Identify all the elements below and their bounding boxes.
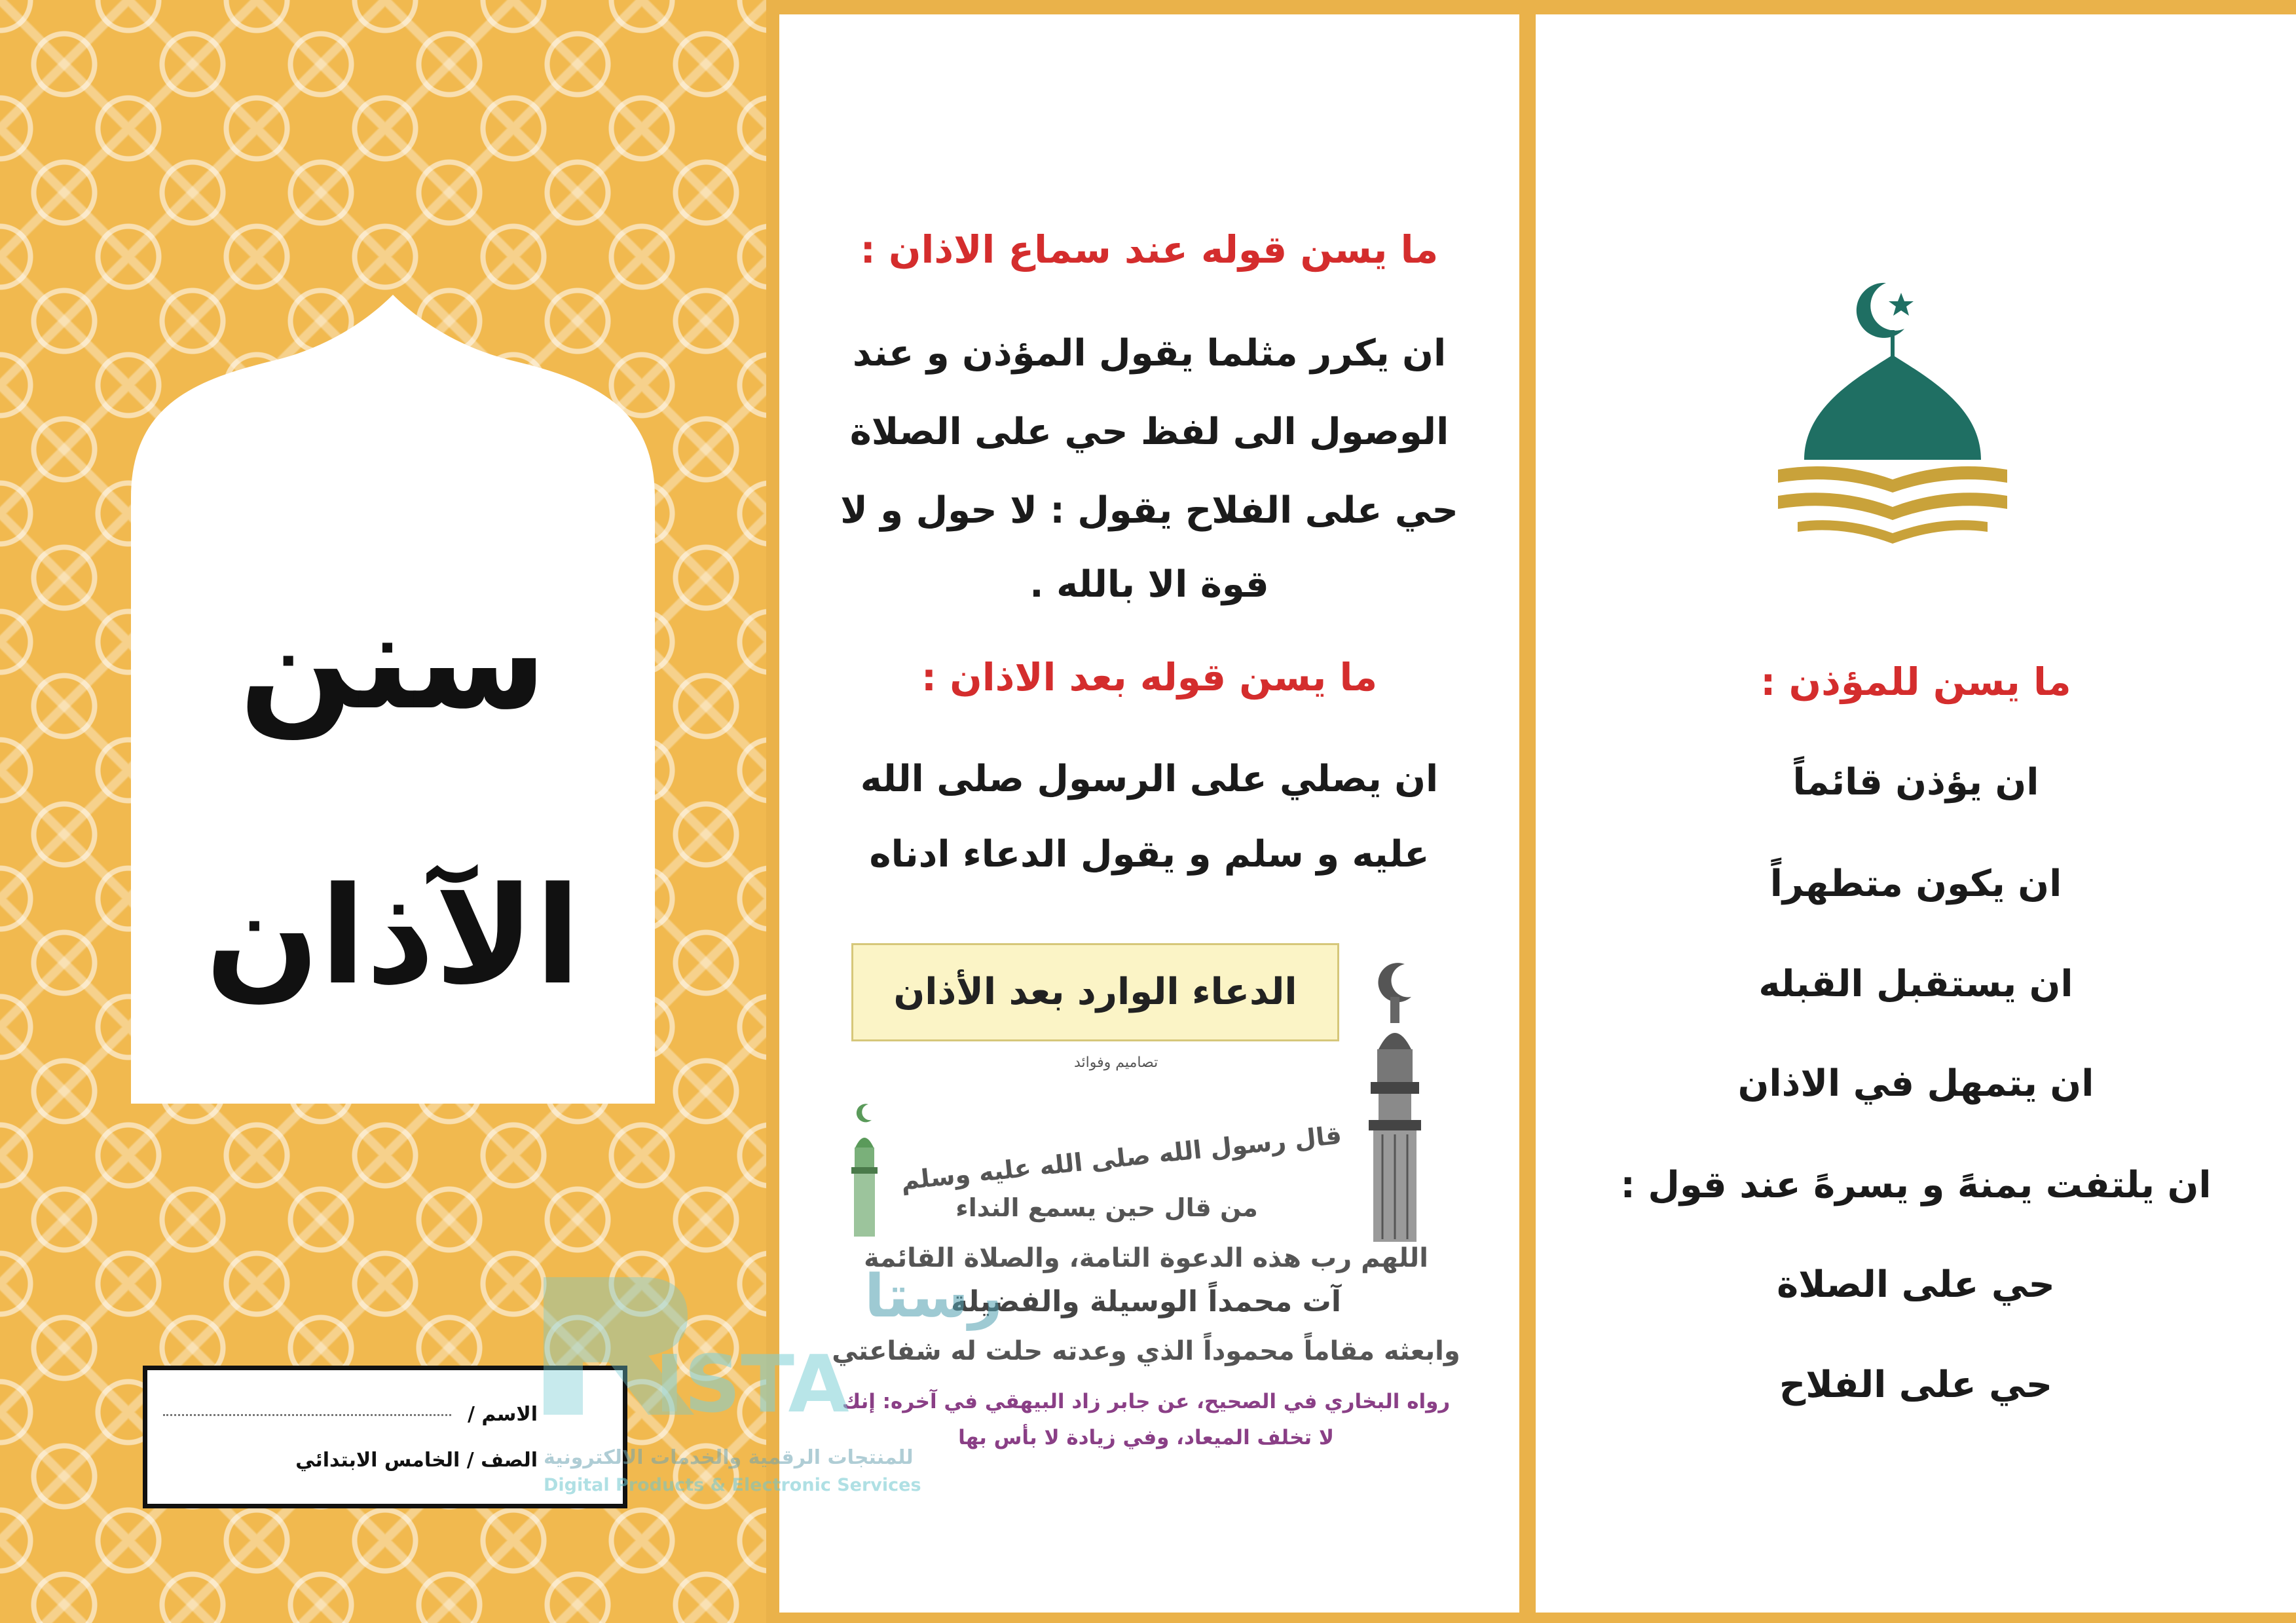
dua-source: لا تخلف الميعاد، وفي زيادة لا بأس بها <box>958 1426 1334 1449</box>
heading-after-adhan: ما يسن قوله بعد الاذان : <box>921 655 1378 700</box>
mosque-dome-icon <box>1752 263 2033 578</box>
name-label: الاسم / <box>467 1403 538 1426</box>
muezzin-item: ان يؤذن قائماً <box>1792 761 2039 804</box>
heading-when-hearing: ما يسن قوله عند سماع الاذان : <box>860 227 1439 272</box>
para1-line: ان يكرر مثلما يقول المؤذن و عند <box>852 332 1447 375</box>
para2-line: عليه و سلم و يقول الدعاء ادناه <box>869 833 1430 876</box>
dua-credit: تصاميم وفوائد <box>1074 1054 1158 1071</box>
para1-line: حي على الفلاح يقول : لا حول و لا <box>840 489 1458 532</box>
dua-intro: قال رسول الله صلى الله عليه وسلم <box>899 1120 1343 1196</box>
muezzin-item: حي على الفلاح <box>1779 1364 2053 1406</box>
heading-muezzin: ما يسن للمؤذن : <box>1760 660 2071 704</box>
muezzin-item: حي على الصلاة <box>1777 1263 2055 1306</box>
wm-latin-name: ISTA <box>655 1339 849 1430</box>
muezzin-item: ان يكون متطهراً <box>1769 863 2062 905</box>
dua-intro2: من قال حين يسمع النداء <box>955 1193 1258 1222</box>
watermark-tagline-ar: للمنتجات الرقمية والخدمات الالكترونية <box>544 1446 914 1469</box>
cover-title-line1: سنن <box>239 584 547 739</box>
watermark-tagline-en: Digital Products & Electronic Services <box>544 1475 921 1495</box>
name-row <box>163 1403 538 1426</box>
muezzin-item: ان يستقبل القبله <box>1758 963 2073 1005</box>
dua-line: وابعثه مقاماً محموداً الذي وعدته حلت له شفاعتي <box>832 1336 1460 1366</box>
small-minaret-icon <box>845 1102 884 1239</box>
cover-title-line2: الآذان <box>205 859 581 1015</box>
muezzin-item: ان يلتفت يمنهً و يسرهً عند قول : <box>1620 1164 2212 1206</box>
dua-line: اللهم رب هذه الدعوة التامة، والصلاة القائمة <box>864 1243 1428 1273</box>
muezzin-item: ان يتمهل في الاذان <box>1737 1062 2094 1105</box>
cover-title <box>131 524 655 1074</box>
minaret-icon <box>1359 958 1431 1246</box>
name-input-line[interactable] <box>163 1414 451 1416</box>
dua-line: آت محمداً الوسيلة والفضيلة <box>951 1285 1341 1318</box>
rista-watermark <box>524 1262 1003 1520</box>
crescent-star-icon <box>1857 283 1914 338</box>
wm-arabic-name: رستا <box>864 1262 1003 1331</box>
rista-logo <box>537 1262 1003 1430</box>
para1-line: قوة الا بالله . <box>1029 563 1269 606</box>
right-panel <box>1536 14 2296 1613</box>
class-label: الصف / الخامس الابتدائي <box>295 1449 538 1472</box>
para1-line: الوصول الى لفظ حي على الصلاة <box>849 411 1449 453</box>
dua-title: الدعاء الوارد بعد الأذان <box>851 943 1339 1041</box>
dua-source: رواه البخاري في الصحيح، عن جابر زاد البيهقي في آخره: إنك <box>842 1390 1451 1413</box>
para2-line: ان يصلي على الرسول صلى الله <box>860 758 1439 800</box>
